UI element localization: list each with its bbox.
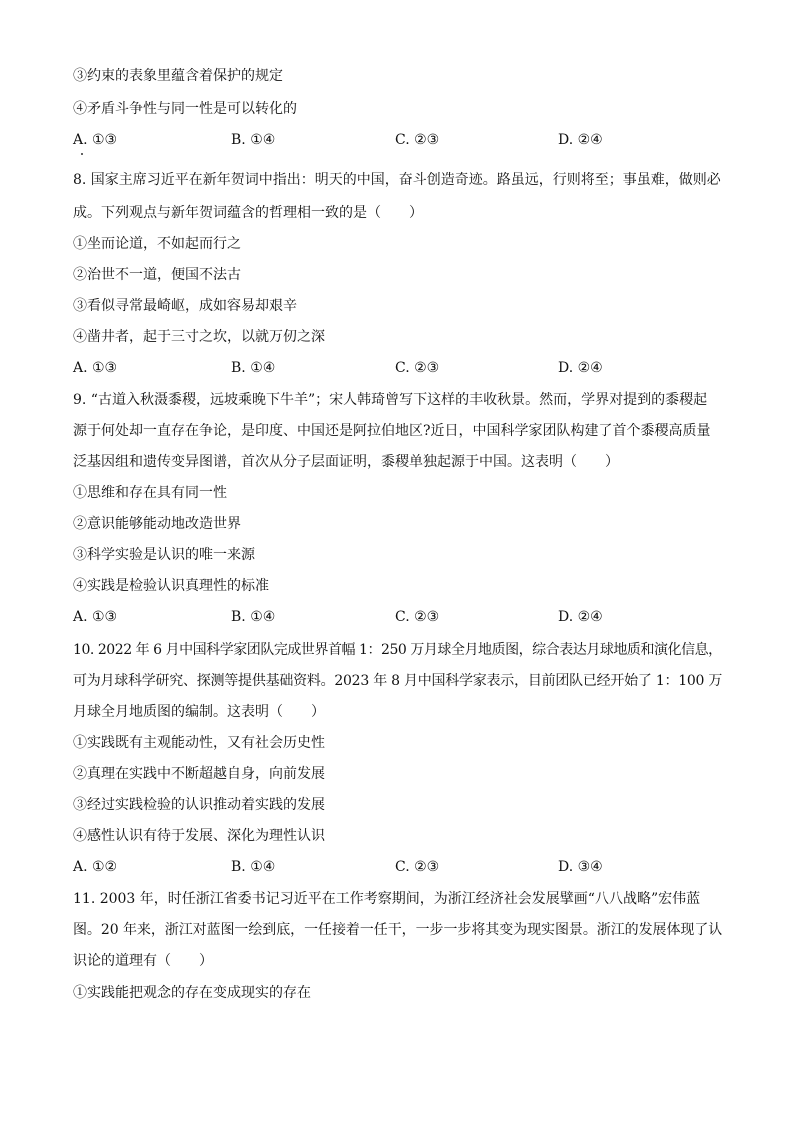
q10-stem-line-1: 10. 2022 年 6 月中国科学家团队完成世界首幅 1：250 万月球全月地质图，综合表达月球地质和演化信息，	[73, 642, 722, 658]
q8-option-b: B. ①④	[231, 360, 276, 376]
q7-option-a: A. ①③	[73, 132, 118, 148]
q10-stem-line-2: 可为月球科学研究、探测等提供基础资料。2023 年 8 月中国科学家表示，目前团队已经开始了 1：100 万	[73, 673, 723, 689]
q9-item-4: ④实践是检验认识真理性的标准	[73, 578, 269, 594]
q11-stem-line-3: 识论的道理有（ ）	[73, 953, 213, 969]
q8-stem-line-1: 8. 国家主席习近平在新年贺词中指出：明天的中国，奋斗创造奇迹。路虽远，行则将至；事虽难，做则必	[73, 172, 721, 188]
q11-stem-line-2: 图。20 年来，浙江对蓝图一绘到底，一任接着一任干，一步一步将其变为现实图景。浙江的发展体现了认	[73, 922, 723, 938]
q9-option-c: C. ②③	[395, 609, 440, 625]
q7-option-b: B. ①④	[231, 132, 276, 148]
q10-item-3: ③经过实践检验的认识推动着实践的发展	[73, 797, 325, 813]
q9-option-a: A. ①③	[73, 609, 118, 625]
q8-option-a: A. ①③	[73, 360, 118, 376]
q9-stem-line-2: 源于何处却一直存在争论，是印度、中国还是阿拉伯地区?近日，中国科学家团队构建了首个黍稷高质量	[73, 423, 711, 439]
q9-item-3: ③科学实验是认识的唯一来源	[73, 547, 255, 563]
q7-option-c: C. ②③	[395, 132, 440, 148]
q10-option-b: B. ①④	[231, 859, 276, 875]
q9-item-1: ①思维和存在具有同一性	[73, 485, 227, 501]
q9-item-2: ②意识能够能动地改造世界	[73, 516, 241, 532]
q10-options	[73, 858, 733, 876]
q7-options	[73, 131, 733, 149]
q10-stem-line-3: 月球全月地质图的编制。这表明（ ）	[73, 704, 325, 720]
q8-option-c: C. ②③	[395, 360, 440, 376]
q7-option-d: D. ②④	[558, 132, 603, 148]
q11-item-1: ①实践能把观念的存在变成现实的存在	[73, 985, 311, 1001]
q9-stem-line-3: 泛基因组和遗传变异图谱，首次从分子层面证明，黍稷单独起源于中国。这表明（ ）	[73, 454, 619, 470]
q9-option-d: D. ②④	[558, 609, 603, 625]
q8-options	[73, 359, 733, 377]
q8-item-2: ②治世不一道，便国不法古	[73, 267, 241, 283]
q9-options	[73, 608, 733, 626]
q10-item-1: ①实践既有主观能动性，又有社会历史性	[73, 735, 325, 751]
q10-option-d: D. ③④	[558, 859, 603, 875]
q10-option-c: C. ②③	[395, 859, 440, 875]
q9-stem-line-1: 9. “古道入秋滠黍稷，远坡乘晚下牛羊”；宋人韩琦曾写下这样的丰收秋景。然而，学界对提到的黍稷起	[73, 392, 708, 408]
q8-item-1: ①坐而论道，不如起而行之	[73, 236, 241, 252]
q8-stem-line-2: 成。下列观点与新年贺词蕴含的哲理相一致的是（ ）	[73, 205, 423, 221]
q8-option-d: D. ②④	[558, 360, 603, 376]
q7-item-3: ③约束的表象里蕴含着保护的规定	[73, 68, 283, 84]
q10-item-4: ④感性认识有待于发展、深化为理性认识	[73, 828, 325, 844]
q7-item-4: ④矛盾斗争性与同一性是可以转化的	[73, 101, 297, 117]
q9-option-b: B. ①④	[231, 609, 276, 625]
q10-item-2: ②真理在实践中不断超越自身，向前发展	[73, 766, 325, 782]
q10-option-a: A. ①②	[73, 859, 118, 875]
q8-item-3: ③看似寻常最崎岖，成如容易却艰辛	[73, 298, 297, 314]
stray-dot-mark	[81, 153, 83, 155]
q8-item-4: ④凿井者，起于三寸之坎，以就万仞之深	[73, 329, 325, 345]
q11-stem-line-1: 11. 2003 年，时任浙江省委书记习近平在工作考察期间，为浙江经济社会发展擘画“八八战略”宏伟蓝	[73, 891, 701, 907]
